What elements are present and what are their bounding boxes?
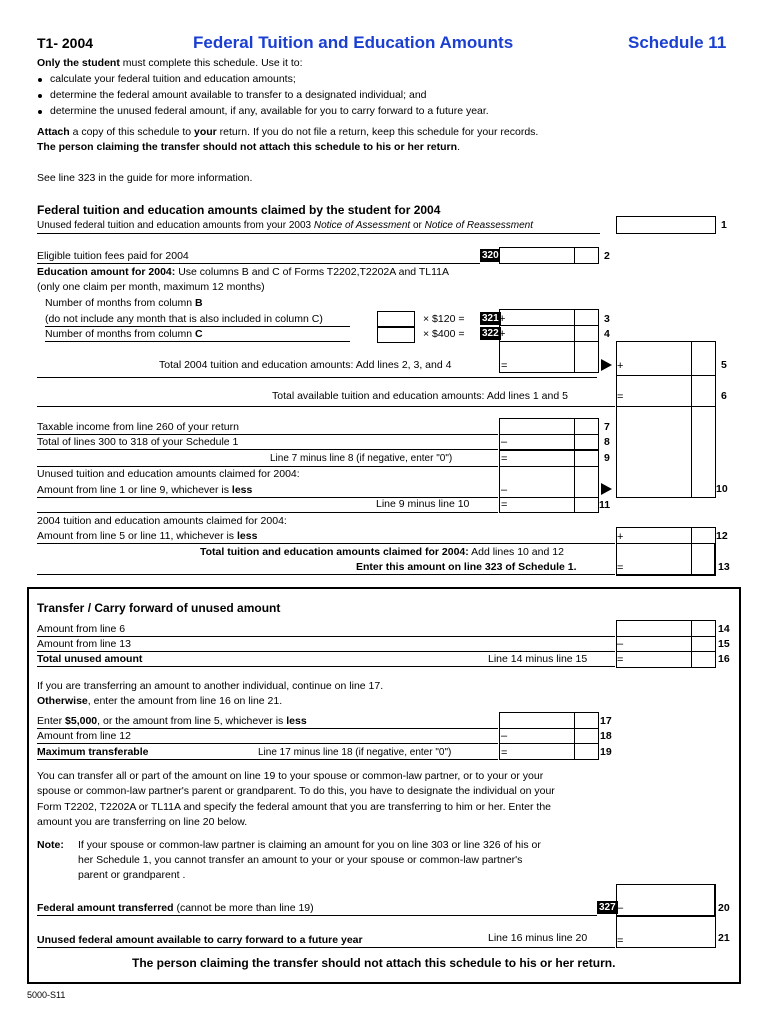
line5-subtotal-field[interactable] xyxy=(499,341,599,373)
months-b-text: Number of months from column xyxy=(45,297,195,309)
line-number-13: 13 xyxy=(718,561,730,573)
transfer-paragraph-line: spouse or common-law partner's parent or grandparent. To do this, you have to designate the individual on your xyxy=(37,785,555,797)
plus-sign: + xyxy=(617,360,624,372)
arrow-right-icon xyxy=(601,483,612,495)
equals-sign: = xyxy=(617,391,624,403)
unused-claimed-heading: Unused tuition and education amounts claimed for 2004: xyxy=(37,468,300,480)
line-number-16: 16 xyxy=(718,653,730,665)
line17-a: Enter xyxy=(37,715,66,727)
equals-sign: = xyxy=(501,360,508,372)
rule xyxy=(37,915,597,916)
equals-sign: = xyxy=(617,562,624,574)
line-number-8: 8 xyxy=(604,436,610,448)
otherwise-rest: , enter the amount from line 16 on line 21. xyxy=(87,695,283,707)
attach-your: your xyxy=(194,126,217,138)
line12-label xyxy=(37,530,257,543)
months-b-label xyxy=(45,297,203,310)
education-rest: Use columns B and C of Forms T2202,T2202A and TL11A xyxy=(175,266,450,278)
line9-label: Line 7 minus line 8 (if negative, enter "0") xyxy=(270,453,453,464)
line20-bold: Federal amount transferred xyxy=(37,902,174,914)
cents-divider xyxy=(574,450,575,467)
line9-amount-field[interactable] xyxy=(499,450,599,467)
rule xyxy=(499,743,599,744)
line-number-17: 17 xyxy=(600,715,612,727)
line-number-11: 11 xyxy=(599,499,611,511)
line1-label xyxy=(37,219,533,232)
rate-120: × $120 = xyxy=(423,313,465,325)
line-number-15: 15 xyxy=(718,638,730,650)
rule xyxy=(616,651,716,652)
line12-text: Amount from line 5 or line 11, whichever is xyxy=(37,530,237,542)
intro-bullet: determine the federal amount available to transfer to a designated individual; and xyxy=(50,89,427,101)
bullet-dot xyxy=(38,78,42,82)
line7-amount-field[interactable] xyxy=(499,418,599,435)
line10-amount-field[interactable] xyxy=(616,406,716,498)
section1-heading: Federal tuition and education amounts claimed by the student for 2004 xyxy=(37,203,441,217)
rule xyxy=(37,574,615,575)
rate-400: × $400 = xyxy=(423,328,465,340)
see-line-note: See line 323 in the guide for more information. xyxy=(37,172,253,184)
line18-label: Amount from line 12 xyxy=(37,730,131,742)
plus-sign: + xyxy=(499,313,506,325)
line3-amount-field[interactable] xyxy=(499,309,599,326)
equals-sign: = xyxy=(617,654,624,666)
attach-instruction xyxy=(37,126,538,139)
equals-sign: = xyxy=(501,499,508,511)
cents-divider xyxy=(574,497,575,513)
note-line: parent or grandparent . xyxy=(78,869,186,881)
cents-divider xyxy=(691,527,692,544)
line20-label xyxy=(37,902,314,915)
rule xyxy=(45,326,350,327)
line13-label xyxy=(200,546,564,559)
transfer-paragraph-line: Form T2202, T2202A or TL11A and specify the federal amount that you are transferring to him or her. Enter the xyxy=(37,801,552,813)
rule xyxy=(37,543,615,544)
rule xyxy=(616,636,716,637)
intro-bullet: calculate your federal tuition and education amounts; xyxy=(50,73,296,85)
cents-divider xyxy=(574,341,575,373)
rule xyxy=(37,377,597,378)
total-available-label: Total available tuition and education amounts: Add lines 1 and 5 xyxy=(272,390,568,402)
form-number: 5000-S11 xyxy=(27,990,66,1000)
cents-divider xyxy=(574,247,575,264)
line12-less: less xyxy=(236,530,258,542)
note-label: Note: xyxy=(37,839,64,851)
line5-amount-field[interactable] xyxy=(616,341,716,376)
rule xyxy=(37,233,600,234)
line10-sub-field[interactable] xyxy=(499,466,599,498)
cents-divider xyxy=(574,466,575,498)
education-sub: (only one claim per month, maximum 12 months) xyxy=(37,281,265,293)
intro-line xyxy=(37,57,303,70)
line-number-19: 19 xyxy=(600,746,612,758)
line17-label xyxy=(37,715,307,728)
rule xyxy=(37,406,615,407)
line12-amount-field[interactable] xyxy=(616,527,716,544)
line-number-2: 2 xyxy=(604,250,610,262)
line-number-1: 1 xyxy=(721,219,727,231)
months-c-label xyxy=(45,328,203,341)
minus-sign: – xyxy=(617,902,624,914)
rule xyxy=(37,434,498,435)
transfer-paragraph-line: You can transfer all or part of the amount on line 19 to your spouse or common-law partner, or to your or your xyxy=(37,770,544,782)
intro-bold: Only the student xyxy=(37,57,120,69)
note-line: her Schedule 1, you cannot transfer an amount to your or your spouse or common-law partner's xyxy=(78,854,523,866)
attach-mid: a copy of this schedule to xyxy=(69,126,194,138)
line-number-5: 5 xyxy=(721,359,727,371)
equals-sign: = xyxy=(501,453,508,465)
minus-sign: – xyxy=(501,730,508,742)
cents-divider xyxy=(574,418,575,435)
rule xyxy=(37,263,480,264)
attach-bold: Attach xyxy=(37,126,70,138)
minus-sign: – xyxy=(501,436,508,448)
bullet-dot xyxy=(38,110,42,114)
line11-amount-field[interactable] xyxy=(499,497,599,513)
cents-divider xyxy=(691,406,692,498)
section2-heading: Transfer / Carry forward of unused amount xyxy=(37,601,281,615)
line19-right: Line 17 minus line 18 (if negative, enter "0") xyxy=(258,747,452,758)
equals-sign: = xyxy=(617,935,624,947)
rule xyxy=(37,947,615,948)
transfer-note: If you are transferring an amount to another individual, continue on line 17. xyxy=(37,680,384,692)
rule xyxy=(37,666,615,667)
line20-amount-field[interactable] xyxy=(616,884,716,917)
intro-bullet: determine the unused federal amount, if any, available for you to carry forward to a future year. xyxy=(50,105,489,117)
cents-divider xyxy=(574,325,575,342)
line-number-9: 9 xyxy=(604,452,610,464)
cents-divider xyxy=(691,620,692,668)
note-line: If your spouse or common-law partner is claiming an amount for you on line 303 or line 326 of his or xyxy=(78,839,541,851)
line8-amount-field[interactable] xyxy=(499,434,599,450)
line13-enter: Enter this amount on line 323 of Schedule 1. xyxy=(356,561,577,573)
line-number-4: 4 xyxy=(604,328,610,340)
code-321: 321 xyxy=(482,313,499,324)
line13-bold: Total tuition and education amounts claimed for 2004: xyxy=(200,546,469,558)
person-claim-bold: The person claiming the transfer should not attach this schedule to his or her return xyxy=(37,141,458,153)
rule xyxy=(37,728,498,729)
schedule-label: Schedule 11 xyxy=(628,33,727,52)
line-number-18: 18 xyxy=(600,730,612,742)
person-claim-warning xyxy=(37,141,460,154)
plus-sign: + xyxy=(499,328,506,340)
line-number-7: 7 xyxy=(604,421,610,433)
months-c-letter: C xyxy=(194,328,203,340)
line-number-20: 20 xyxy=(718,902,730,914)
line-number-6: 6 xyxy=(721,390,727,402)
arrow-right-icon xyxy=(601,359,612,371)
cents-divider xyxy=(574,434,575,450)
footer-warning: The person claiming the transfer should not attach this schedule to his or her return. xyxy=(132,956,616,970)
line17-c: , or the amount from line 5, whichever is xyxy=(97,715,287,727)
line21-right: Line 16 minus line 20 xyxy=(488,932,588,944)
months-c-text: Number of months from column xyxy=(45,328,195,340)
plus-sign: + xyxy=(617,531,624,543)
line-number-10: 10 xyxy=(716,483,728,495)
line-number-12: 12 xyxy=(716,530,728,542)
line8-label: Total of lines 300 to 318 of your Schedule 1 xyxy=(37,436,239,448)
line16-label: Total unused amount xyxy=(37,653,143,665)
minus-sign: – xyxy=(501,484,508,496)
line10-less: less xyxy=(231,484,253,496)
line17-b: $5,000 xyxy=(65,715,98,727)
attach-rest: return. If you do not file a return, keep this schedule for your records. xyxy=(216,126,539,138)
line-number-14: 14 xyxy=(718,623,730,635)
line21-amount-field[interactable] xyxy=(616,916,716,948)
line3-months-field[interactable] xyxy=(377,311,415,327)
line21-label: Unused federal amount available to carry forward to a future year xyxy=(37,934,363,946)
claimed-2004-heading: 2004 tuition and education amounts claimed for 2004: xyxy=(37,515,287,527)
otherwise-bold: Otherwise xyxy=(37,695,88,707)
line1-text-c: or xyxy=(410,220,425,231)
code-327: 327 xyxy=(599,902,616,913)
line13-rest: Add lines 10 and 12 xyxy=(468,546,564,558)
line1-amount-field[interactable] xyxy=(616,216,716,234)
line-number-3: 3 xyxy=(604,313,610,325)
rule xyxy=(37,651,615,652)
rule xyxy=(37,466,498,467)
cents-divider xyxy=(691,543,692,576)
line11-label: Line 9 minus line 10 xyxy=(376,498,470,510)
line17-19-amount-field[interactable] xyxy=(499,712,599,760)
education-amount-heading xyxy=(37,266,449,279)
line1-text-b: Notice of Assessment xyxy=(313,220,411,231)
line2-amount-field[interactable] xyxy=(499,247,599,264)
rule xyxy=(37,759,498,760)
line10-text: Amount from line 1 or line 9, whichever is xyxy=(37,484,232,496)
line20-rest: (cannot be more than line 19) xyxy=(173,902,314,914)
line4-amount-field[interactable] xyxy=(499,325,599,342)
rule xyxy=(37,449,498,450)
line15-label: Amount from line 13 xyxy=(37,638,131,650)
minus-sign: – xyxy=(617,638,624,650)
form-id: T1- 2004 xyxy=(37,35,94,51)
line1-text-d: Notice of Reassessment xyxy=(424,220,534,231)
cents-divider xyxy=(691,341,692,376)
rule xyxy=(37,743,498,744)
line6-amount-field[interactable] xyxy=(616,375,716,407)
transfer-paragraph-line: amount you are transferring on line 20 below. xyxy=(37,816,248,828)
person-claim-end: . xyxy=(457,141,460,153)
code-322: 322 xyxy=(482,328,499,339)
equals-sign: = xyxy=(501,747,508,759)
line10-label xyxy=(37,484,252,497)
rule xyxy=(37,636,615,637)
line14-16-amount-field[interactable] xyxy=(616,620,716,668)
line-number-21: 21 xyxy=(718,932,730,944)
intro-rest: must complete this schedule. Use it to: xyxy=(119,57,303,69)
rule xyxy=(37,512,498,513)
education-bold: Education amount for 2004: xyxy=(37,266,176,278)
months-b-letter: B xyxy=(194,297,203,309)
line7-label: Taxable income from line 260 of your return xyxy=(37,421,239,433)
line14-label: Amount from line 6 xyxy=(37,623,126,635)
line2-label: Eligible tuition fees paid for 2004 xyxy=(37,250,189,262)
line16-right: Line 14 minus line 15 xyxy=(488,653,588,665)
line19-label: Maximum transferable xyxy=(37,746,149,758)
line13-amount-field[interactable] xyxy=(616,543,716,576)
cents-divider xyxy=(691,375,692,407)
page-title: Federal Tuition and Education Amounts xyxy=(193,33,514,52)
line17-d: less xyxy=(286,715,307,727)
rule xyxy=(499,728,599,729)
line1-text-a: Unused federal tuition and education amounts from your 2003 xyxy=(37,220,314,231)
otherwise-note xyxy=(37,695,282,708)
cents-divider xyxy=(574,712,575,760)
bullet-dot xyxy=(38,94,42,98)
code-320: 320 xyxy=(482,250,499,261)
cents-divider xyxy=(574,309,575,326)
total-2004-label: Total 2004 tuition and education amounts: Add lines 2, 3, and 4 xyxy=(159,359,452,371)
months-b-note: (do not include any month that is also included in column C) xyxy=(45,313,323,325)
line4-months-field[interactable] xyxy=(377,327,415,343)
rule xyxy=(45,341,350,342)
